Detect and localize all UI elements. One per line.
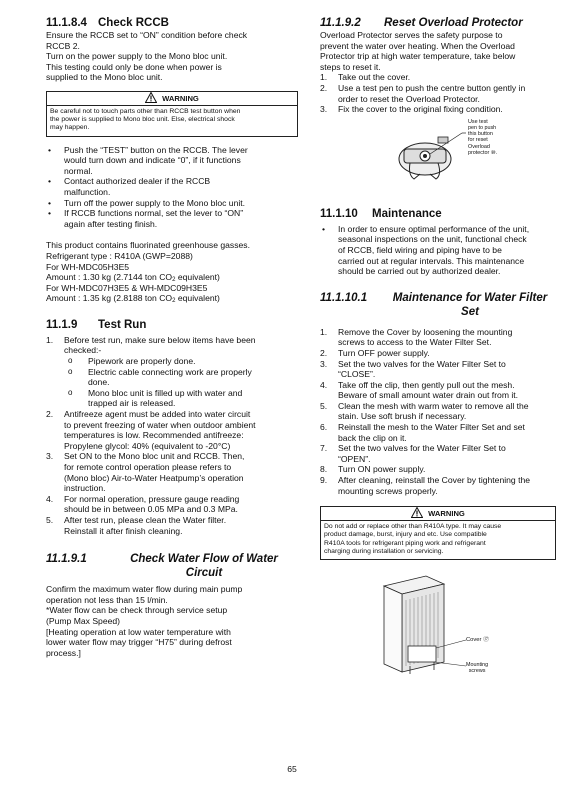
filter-steps (320, 327, 556, 497)
left-column (46, 16, 298, 658)
list-item: 5. Clean the mesh with warm water to remove all the stain. Use soft brush if necessary. (320, 400, 529, 422)
list-item: • Turn off the power supply to the Mono bloc unit. (46, 198, 298, 209)
list-item: 4. Take off the clip, then gently pull out the mesh. Beware of small amount water drain out from it. (320, 379, 519, 401)
warning-label: WARNING (162, 93, 199, 103)
list-item: • In order to ensure optimal performance of the unit, seasonal inspections on the unit, functional check of RCCB, field wiring and piping have to be carried out at regular intervals. This maintenance should be carried out by authorized dealer. (320, 224, 556, 277)
rccb-intro: Ensure the RCCB set to “ON” condition before check RCCB 2. Turn on the power supply to the Mono bloc unit. This testing could only be done when power is supplied to the Mono bloc unit. (46, 30, 248, 83)
list-item: 2. Turn OFF power supply. (320, 347, 430, 358)
list-item: 2. Use a test pen to push the centre button gently in order to reset the Overload Protector. (320, 82, 526, 104)
figure-screws-label: Mounting screws (466, 662, 489, 675)
test-run-list (46, 335, 298, 536)
list-item: o Electric cable connecting work are properly done. (64, 367, 298, 388)
water-filter-figure (320, 568, 556, 680)
list-item: 1. Before test run, make sure below items have been checked:- o Pipework are properly done. o Electric cable connecting work are properly done. o Mono bloc unit is filled up with water and trapped air is released. (46, 335, 298, 409)
right-column (320, 16, 556, 680)
list-item: 4. For normal operation, pressure gauge reading should be in between 0.05 MPa and 0.3 MPa. (46, 493, 240, 515)
warning-text: Be careful not to touch parts other than RCCB test button when the power is supplied to Mono bloc unit. Else, electrical shock may happen. (50, 107, 241, 132)
page-number: 65 (287, 764, 297, 774)
overload-intro: Overload Protector serves the safety purpose to prevent the water over heating. When the Overload Protector trip at high water temperature, take below steps to reset it. (320, 30, 516, 72)
list-item: 8. Turn ON power supply. (320, 464, 426, 475)
list-item: • Push the “TEST” button on the RCCB. The lever would turn down and indicate “0”, if it functions normal. (46, 145, 298, 177)
heading-water-filter: 11.1.10.1 Maintenance for Water Filter Set (320, 291, 548, 318)
list-item: • Contact authorized dealer if the RCCB malfunction. (46, 176, 298, 197)
list-item: 6. Reinstall the mesh to the Water Filter Set and set back the clip on it. (320, 422, 525, 443)
maintenance-list (320, 224, 556, 277)
list-item: 5. After test run, please clean the Water filter. Reinstall it after finish cleaning. (46, 514, 227, 536)
heading-maintenance: 11.1.10 Maintenance (320, 207, 442, 220)
list-item: 1. Take out the cover. (320, 72, 411, 83)
list-item: 9. After cleaning, reinstall the Cover by tightening the mounting screws properly. (320, 475, 531, 496)
warning-icon (411, 507, 423, 518)
checklist (64, 356, 298, 409)
list-item: 3. Fix the cover to the original fixing condition. (320, 104, 503, 115)
warning-text: Do not add or replace other than R410A type. It may cause product damage, burst, injury and etc. Use compatible R410A tools for refrigerant piping work and refrigerant charging during installation or servicing. (324, 523, 502, 555)
list-item: o Mono bloc unit is filled up with water and trapped air is released. (64, 388, 298, 409)
water-flow-text: Confirm the maximum water flow during main pump operation not less than 15 l/min. *Water flow can be check through service setup (Pump Max Speed) [Heating operation at low water temperature with lower water flow may trigger “H75” during defrost process.] (46, 584, 243, 658)
rccb-warning-box (46, 91, 298, 137)
figure-cover-label: Cover ⑰ (466, 637, 489, 644)
list-item: 3. Set ON to the Mono bloc unit and RCCB. Then, for remote control operation please refers to (Mono bloc) Air-to-Water Heatpump’s operation instruction. (46, 451, 245, 494)
list-item: • If RCCB functions normal, set the lever to “ON” again after testing finish. (46, 208, 298, 229)
filter-warning-box (320, 506, 556, 560)
heading-check-rccb: 11.1.8.4 Check RCCB (46, 17, 169, 29)
heading-reset-overload: 11.1.9.2 Reset Overload Protector (320, 17, 523, 29)
list-item: 1. Remove the Cover by loosening the mounting screws to access to the Water Filter Set. (320, 326, 513, 348)
list-item: 2. Antifreeze agent must be added into water circuit to prevent freezing of water when outdoor ambient temperatures is low. Recommended antifreeze: Propylene glycol: 40% (equivalent to -20°C) (46, 409, 256, 451)
figure-label: Use test pen to push this button for reset Overload protector ⑩. (468, 118, 498, 156)
list-item: o Pipework are properly done. (64, 356, 298, 367)
overload-protector-figure (320, 119, 556, 193)
list-item: 3. Set the two valves for the Water Filter Set to “CLOSE”. (320, 358, 506, 380)
warning-icon (145, 92, 157, 103)
rccb-bullet-list (46, 145, 298, 230)
overload-steps (320, 72, 556, 114)
heading-test-run: 11.1.9 Test Run (46, 318, 147, 331)
heading-check-water-flow: 11.1.9.1 Check Water Flow of Water Circuit (46, 553, 278, 580)
refrigerant-info: This product contains fluorinated greenhouse gasses. Refrigerant type : R410A (GWP=2088) For WH-MDC05H3E5 Amount : 1.30 kg (2.7144 ton $CO_2$ equivalent) For WH-MDC07H3E5 & WH-MDC09H3E5 Amount : 1.35 kg (2.8188 ton $CO_2$ equivalent) (46, 240, 250, 305)
warning-label: WARNING (428, 509, 465, 519)
list-item: 7. Set the two valves for the Water Filter Set to “OPEN”. (320, 443, 506, 464)
